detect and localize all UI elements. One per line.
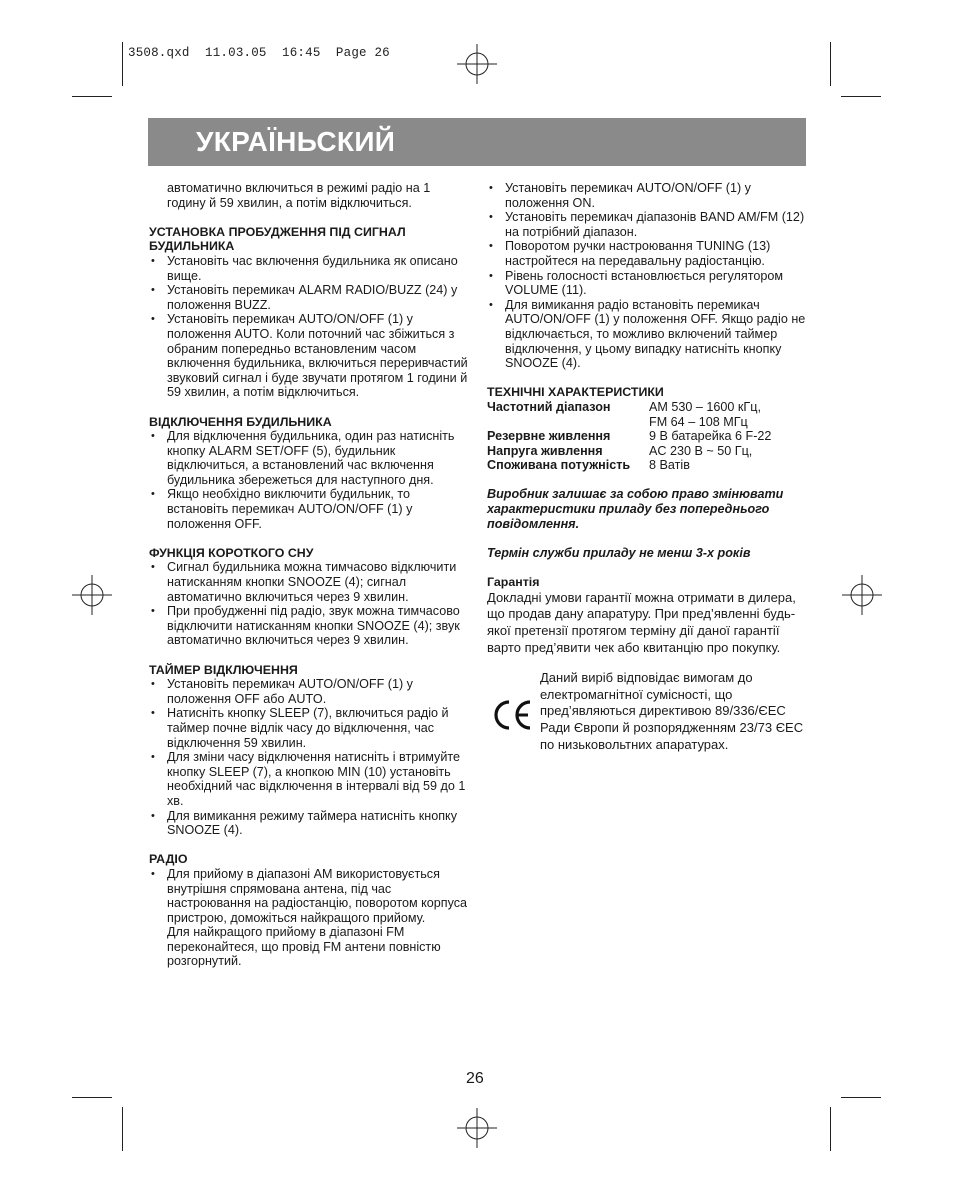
spec-value: FM 64 – 108 МГц <box>649 414 748 429</box>
specs-table <box>487 400 809 473</box>
page-title: УКРАЇНЬСКИЙ <box>196 126 396 157</box>
section-heading-snooze: ФУНКЦІЯ КОРОТКОГО СНУ <box>149 545 314 560</box>
list-item: • Установіть перемикач діапазонів BAND AM/FM (12) на потрібний діапазон. <box>487 210 809 239</box>
list-item: • Установіть час включення будильника як описано вище. <box>149 254 469 283</box>
list-item: • Для відключення будильника, один раз натисніть кнопку ALARM SET/OFF (5), будильник відключиться, а встановлений час включення будильника збережеться для наступного дня. <box>149 429 469 487</box>
guarantee-text: Докладні умови гарантії можна отримати в дилера, що продав дану апаратуру. При пред’явленні будь-якої претензії протягом терміну дії даної гарантії варто пред’явити чек або квитанцію про покупку. <box>487 589 796 656</box>
list-item: • Установіть перемикач AUTO/ON/OFF (1) у положення OFF або AUTO. <box>149 677 469 706</box>
printer-slug: 3508.qxd 11.03.05 16:45 Page 26 <box>128 46 390 60</box>
crop-mark <box>841 1097 881 1098</box>
spec-label: Частотний діапазон <box>487 399 611 414</box>
section-heading-sleep: ТАЙМЕР ВІДКЛЮЧЕННЯ <box>149 662 298 677</box>
left-column <box>149 181 469 969</box>
section-header-bar <box>148 118 806 166</box>
section-heading-specs: ТЕХНІЧНІ ХАРАКТЕРИСТИКИ <box>487 385 664 400</box>
list-item: • Якщо необхідно виключити будильник, то встановіть перемикач AUTO/ON/OFF (1) у положення OFF. <box>149 487 469 531</box>
list-item: • Для вимикання режиму таймера натисніть кнопку SNOOZE (4). <box>149 809 469 838</box>
crop-mark <box>72 96 112 97</box>
registration-crosshair-icon <box>457 1108 497 1148</box>
section-heading-radio: РАДІО <box>149 852 188 867</box>
sleep-list <box>149 677 469 838</box>
list-item: • Для вимикання радіо встановіть перемикач AUTO/ON/OFF (1) у положення OFF. Якщо радіо не відключається, то можливо включений таймер відключення, у цьому випадку натисніть кнопку SNOOZE (4). <box>487 298 809 371</box>
crop-mark <box>830 1107 831 1151</box>
list-item: • Рівень голосності встановлюється регулятором VOLUME (11). <box>487 269 809 298</box>
radio-list <box>149 867 469 925</box>
spec-label: Резервне живлення <box>487 429 611 444</box>
buzz-list <box>149 254 469 400</box>
section-heading-buzz: УСТАНОВКА ПРОБУДЖЕННЯ ПІД СИГНАЛ БУДИЛЬНИКА <box>149 224 406 254</box>
list-item: • При пробудженні під радіо, звук можна тимчасово відключити натисканням кнопки SNOOZE (4); звук автоматично включиться через 9 хвилин. <box>149 604 469 648</box>
spec-value: AC 230 В ~ 50 Гц, <box>649 443 753 458</box>
crop-mark <box>122 42 123 86</box>
registration-crosshair-icon <box>842 575 882 615</box>
spec-label <box>487 415 649 430</box>
list-item: • Установіть перемикач AUTO/ON/OFF (1) у положення AUTO. Коли поточний час збіжиться з обраним попередньо встановленим часом включення будильника, включиться переривчастий звуковий сигнал і буде звучати протягом 1 години й 59 хвилин, а потім відключиться. <box>149 312 469 400</box>
list-item: • Установіть перемикач ALARM RADIO/BUZZ (24) у положення BUZZ. <box>149 283 469 312</box>
crop-mark <box>830 42 831 86</box>
ce-text: Даний виріб відповідає вимогам до електромагнітної сумісності, що пред’являються директивою 89/336/ЄЕС Ради Європи й розпорядженням 23/73 ЄЕС по низьковольтних апаратурах. <box>540 669 804 752</box>
spec-label: Споживана потужність <box>487 458 631 473</box>
list-item: • Сигнал будильника можна тимчасово відключити натисканням кнопки SNOOZE (4); сигнал автоматично включиться через 9 хвилин. <box>149 560 469 604</box>
registration-crosshair-icon <box>457 44 497 84</box>
list-item: • Для зміни часу відключення натисніть і втримуйте кнопку SLEEP (7), а кнопкою MIN (10) установіть необхідний час відключення в інтервалі від 59 до 1 хв. <box>149 750 469 808</box>
alarm-off-list <box>149 429 469 531</box>
list-item: • Натисніть кнопку SLEEP (7), включиться радіо й таймер почне відлік часу до відключення, час відключення 59 хвилин. <box>149 706 469 750</box>
spec-value: 9 В батарейка 6 F-22 <box>649 429 772 444</box>
page-number: 26 <box>466 1070 484 1087</box>
crop-mark <box>122 1107 123 1151</box>
list-item: • Поворотом ручки настроювання TUNING (13) настройтеся на передавальну радіостанцію. <box>487 239 809 268</box>
ce-mark-icon <box>491 698 535 732</box>
spec-label: Напруга живлення <box>487 443 603 458</box>
snooze-list <box>149 560 469 648</box>
list-item: • Для прийому в діапазоні AM використовується внутрішня спрямована антена, під час настроювання на радіостанцію, поворотом корпуса пристрою, доможіться найкращого прийому. <box>149 867 469 925</box>
crop-mark <box>72 1097 112 1098</box>
ce-compliance-block <box>487 670 809 754</box>
registration-crosshair-icon <box>72 575 112 615</box>
crop-mark <box>841 96 881 97</box>
intro-text: автоматично включиться в режимі радіо на 1 годину й 59 хвилин, а потім відключиться. <box>167 181 431 210</box>
service-life-note: Термін служби приладу не менш 3-х років <box>487 545 751 560</box>
radio-steps-list <box>487 181 809 371</box>
radio-continuation: Для найкращого прийому в діапазоні FM переконайтеся, що провід FM антени повністю розгорнутий. <box>167 925 441 969</box>
right-column <box>487 181 809 754</box>
section-heading-guarantee: Гарантія <box>487 575 540 590</box>
spec-value: AM 530 – 1600 кГц, <box>649 399 761 414</box>
section-heading-alarm-off: ВІДКЛЮЧЕННЯ БУДИЛЬНИКА <box>149 414 332 429</box>
manufacturer-notice: Виробник залишає за собою право змінювати характеристики приладу без попереднього повідомлення. <box>487 487 784 531</box>
spec-value: 8 Ватів <box>649 458 690 473</box>
list-item: • Установіть перемикач AUTO/ON/OFF (1) у положення ON. <box>487 181 809 210</box>
